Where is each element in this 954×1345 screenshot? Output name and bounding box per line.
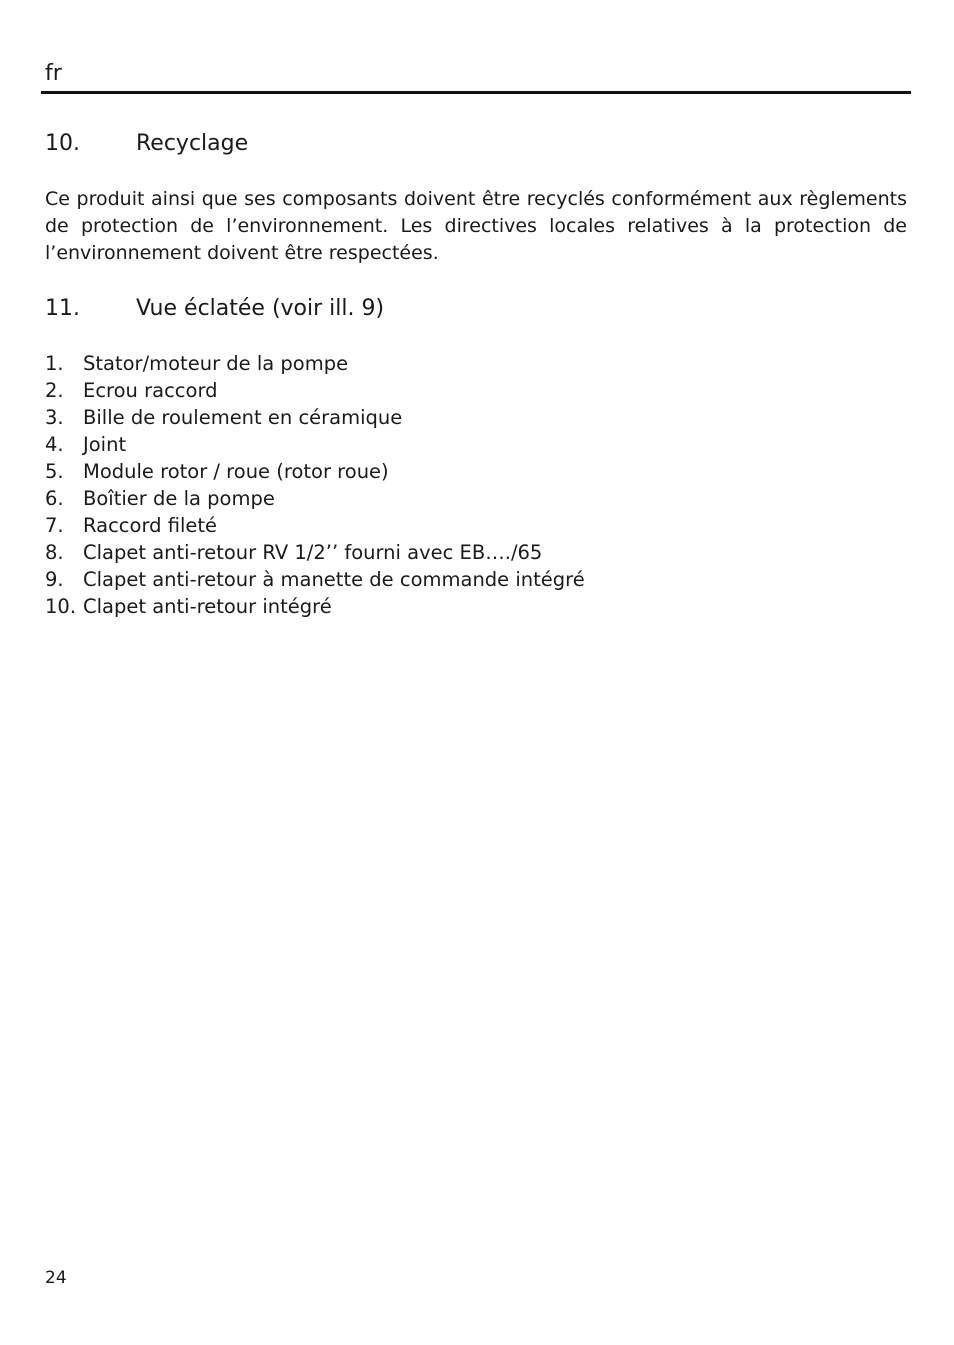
list-item [45, 512, 585, 539]
page-header [41, 58, 911, 94]
section-heading: Vue éclatée [136, 296, 265, 321]
list-item [45, 404, 585, 431]
list-item-label: Raccord fileté [83, 514, 218, 537]
list-item-label: Joint [83, 433, 127, 456]
list-item-label: Ecrou raccord [83, 379, 218, 402]
section-subtitle: (voir ill. 9) [264, 296, 385, 321]
list-item-label: Boîtier de la pompe [83, 487, 275, 510]
list-item-index: 1. [45, 352, 64, 375]
section-number: 11. [45, 296, 80, 321]
section-title-exploded-view [45, 295, 384, 323]
section-number: 10. [45, 131, 80, 156]
page-number: 24 [45, 1268, 67, 1288]
list-item-index: 9. [45, 568, 64, 591]
section-heading: Recyclage [136, 131, 249, 156]
list-item-index: 7. [45, 514, 64, 537]
list-item-label: Bille de roulement en céramique [83, 406, 403, 429]
list-item [45, 350, 585, 377]
list-item [45, 539, 585, 566]
section-title-recycling [45, 130, 248, 158]
list-item-label: Clapet anti-retour intégré [83, 595, 332, 618]
list-item-index: 3. [45, 406, 64, 429]
list-item-label: Stator/moteur de la pompe [83, 352, 349, 375]
list-item-index: 2. [45, 379, 64, 402]
language-label: fr [45, 61, 62, 86]
list-item-label: Clapet anti-retour RV 1/2’’ fourni avec EB…./65 [83, 541, 543, 564]
list-item-index: 10. [45, 595, 77, 618]
list-item [45, 593, 585, 620]
parts-list [45, 350, 585, 620]
recycling-paragraph: Ce produit ainsi que ses composants doivent être recyclés conformément aux règlements de protection de l’environnement. Les directives locales relatives à la protection de l’environnement doivent être respectées. [45, 188, 907, 264]
list-item-index: 8. [45, 541, 64, 564]
list-item-index: 5. [45, 460, 64, 483]
list-item [45, 566, 585, 593]
list-item-label: Module rotor / roue (rotor roue) [83, 460, 389, 483]
list-item-label: Clapet anti-retour à manette de commande intégré [83, 568, 585, 591]
list-item [45, 431, 585, 458]
list-item [45, 458, 585, 485]
list-item [45, 377, 585, 404]
list-item-index: 6. [45, 487, 64, 510]
list-item-index: 4. [45, 433, 64, 456]
list-item [45, 485, 585, 512]
